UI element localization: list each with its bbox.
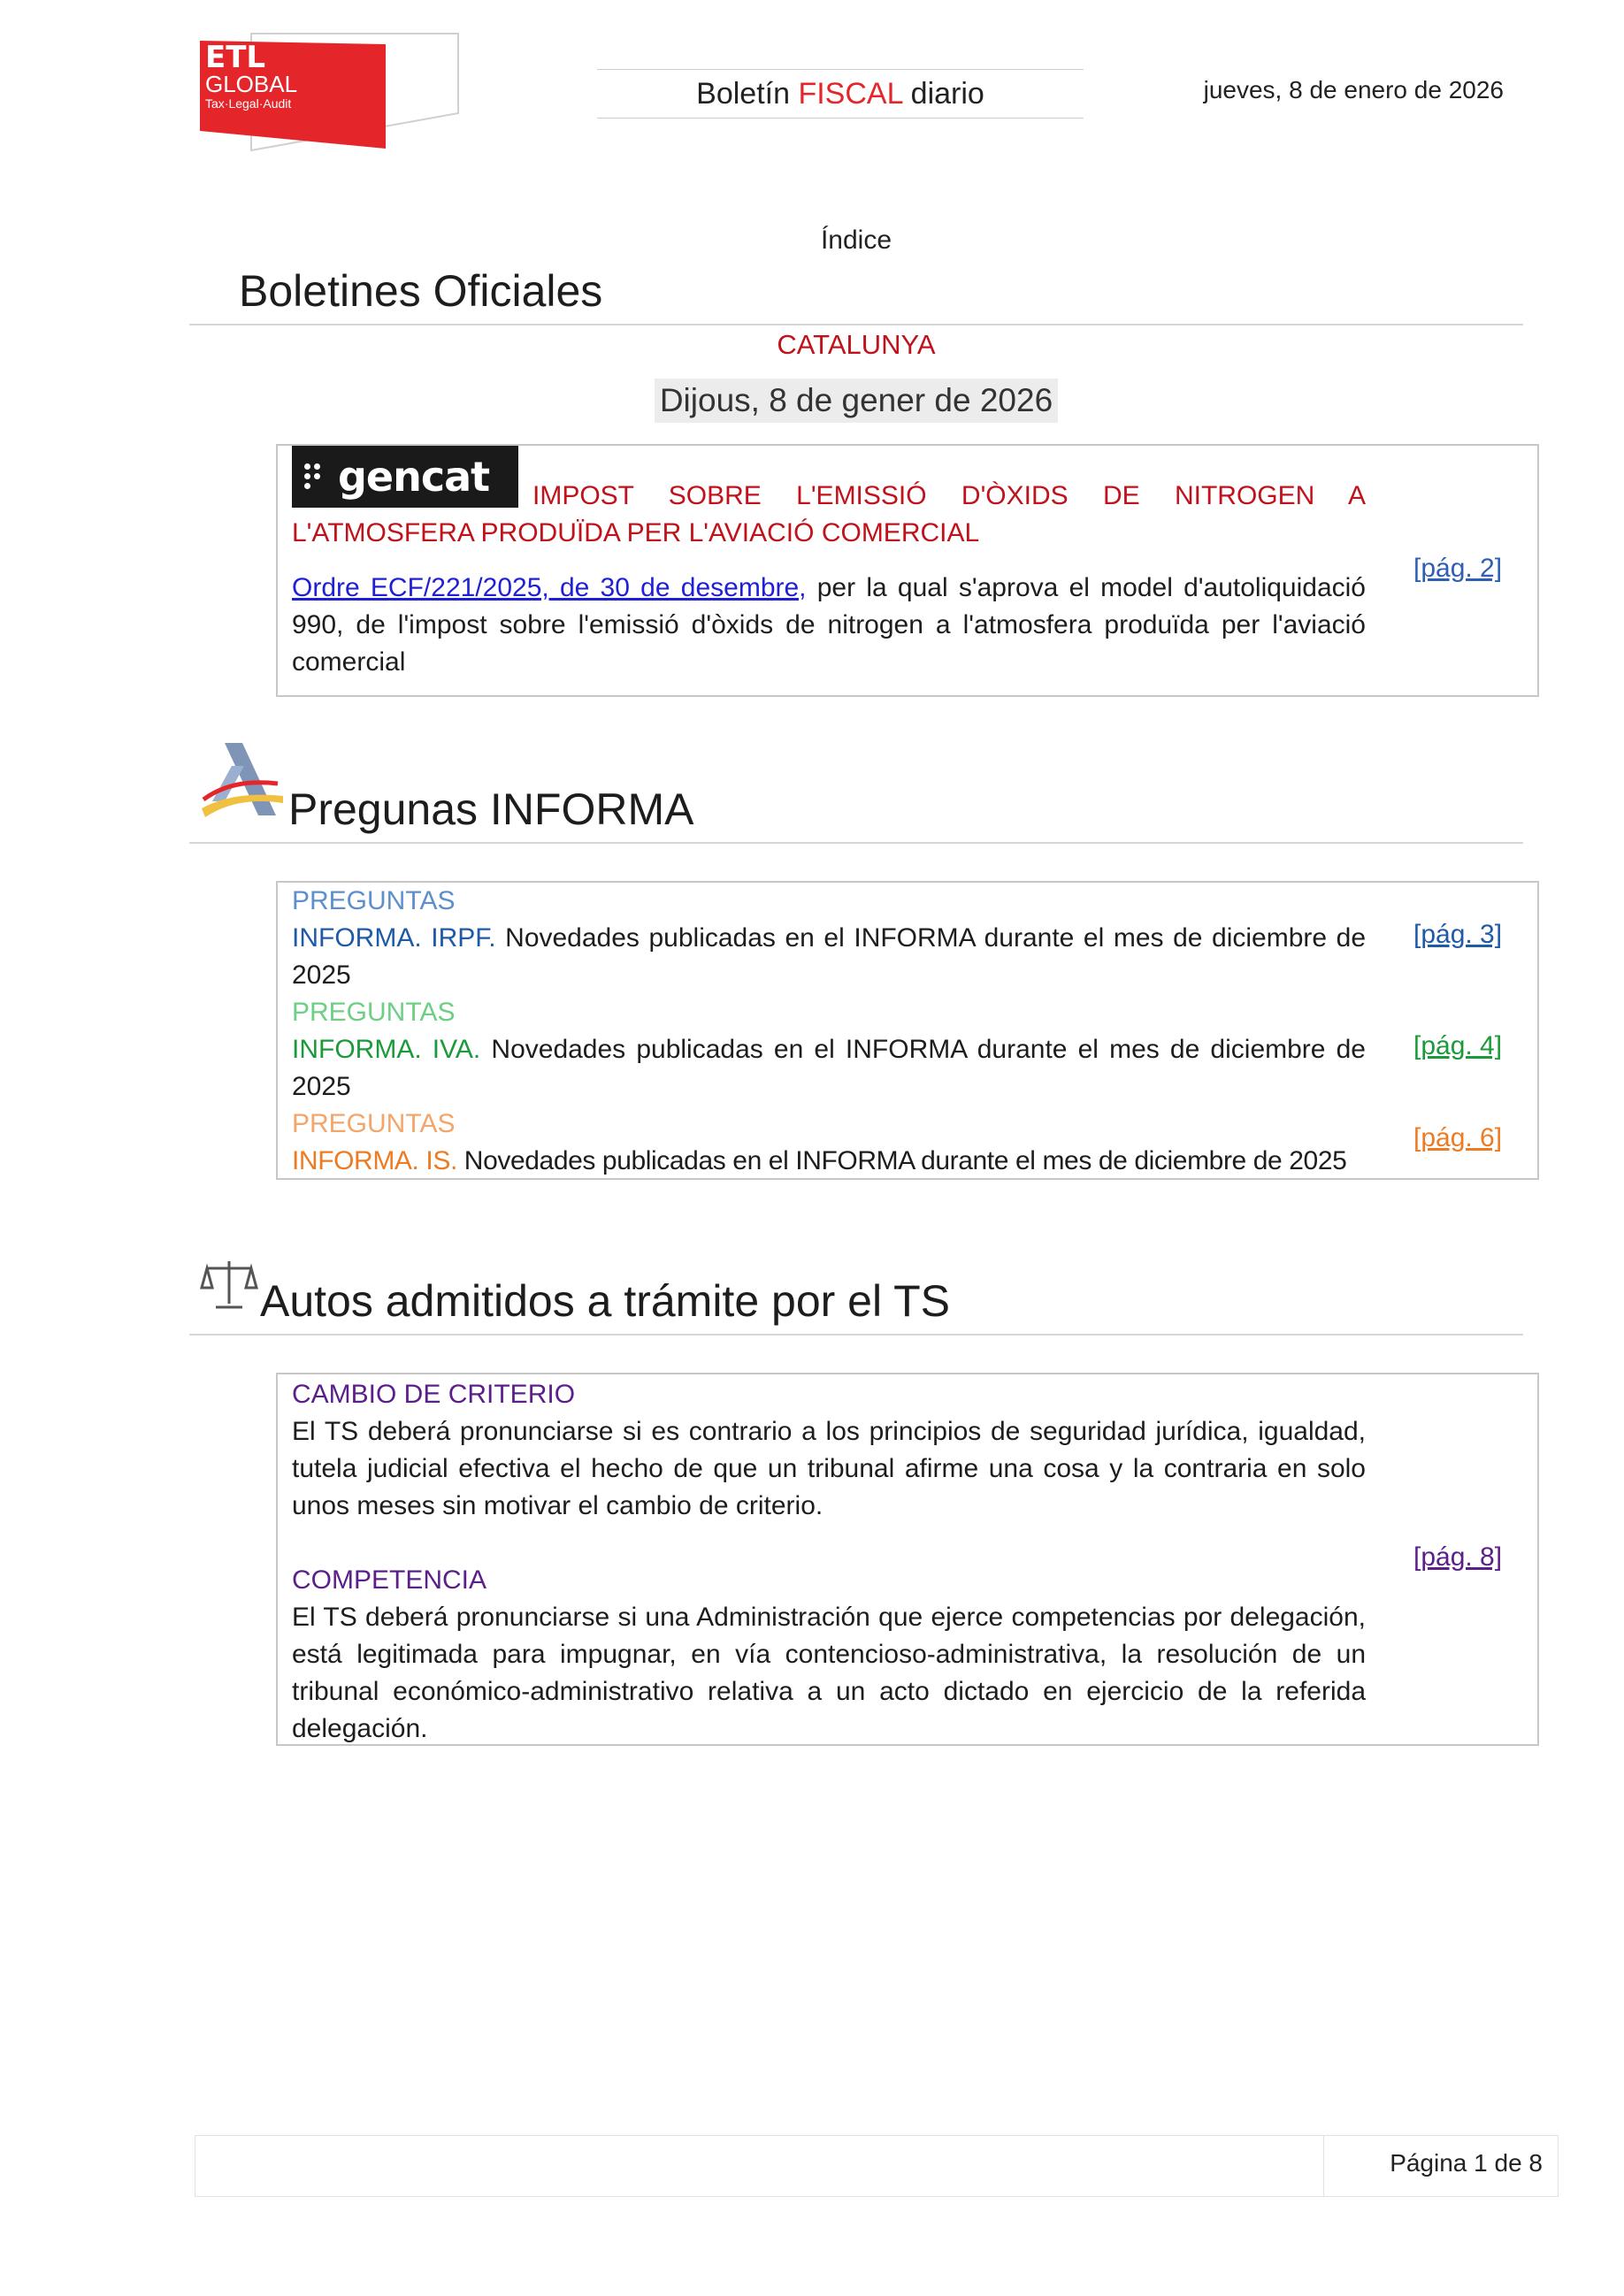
bulletin-date: jueves, 8 de enero de 2026 xyxy=(1203,76,1504,103)
informa-item-label: PREGUNTAS xyxy=(292,886,456,915)
section-divider xyxy=(189,1334,1523,1336)
region-heading: CATALUNYA xyxy=(777,329,936,360)
bulletin-title-highlight: FISCAL xyxy=(798,77,903,111)
section-title-autos: Autos admitidos a trámite por el TS xyxy=(260,1276,950,1326)
autos-item-heading: COMPETENCIA xyxy=(292,1565,487,1595)
autos-item-text: El TS deberá pronunciarse si es contrario a los principios de seguridad jurídica, igualdad, tutela judicial efectiva el hecho de que un tribunal afirme una cosa y la contraria en solo unos meses sin motivar el cambio de criterio. xyxy=(292,1417,1366,1520)
informa-item-label: PREGUNTAS xyxy=(292,1109,456,1138)
section-divider xyxy=(189,842,1523,844)
section-title-boletines: Boletines Oficiales xyxy=(239,266,603,316)
informa-item-is xyxy=(292,1143,1389,1180)
orden-link[interactable]: Ordre ECF/221/2025, de 30 de desembre, xyxy=(292,573,807,602)
autos-item-text: El TS deberá pronunciarse si una Administración que ejerce competencias por delegación, está legitimada para impugnar, en vía contencioso-administrativa, la resolución de un tribunal económico-administrativo relativa a un acto dictado en ejercicio de la referida delegación. xyxy=(292,1603,1366,1743)
informa-item-irpf xyxy=(292,920,1366,994)
etl-global-logo-graphic xyxy=(196,28,462,152)
page-link-6[interactable]: [pág. 6] xyxy=(1413,1123,1503,1152)
catalan-date: Dijous, 8 de gener de 2026 xyxy=(655,379,1058,423)
informa-text-is: Novedades publicadas en el INFORMA durante el mes de diciembre de 2025 xyxy=(456,1146,1347,1175)
logo-brand: ETL xyxy=(205,40,266,75)
informa-item-label: PREGUNTAS xyxy=(292,998,456,1027)
boletin-item-body xyxy=(292,570,1366,681)
logo-tagline: Tax·Legal·Audit xyxy=(205,96,292,111)
bulletin-title-part2: diario xyxy=(902,77,984,111)
boletin-item-heading: IMPOST SOBRE L'EMISSIÓ D'ÒXIDS DE NITROGEN A L'ATMOSFERA PRODUÏDA PER L'AVIACIÓ COMERCIAL xyxy=(292,481,1366,547)
autos-item-heading: CAMBIO DE CRITERIO xyxy=(292,1380,576,1409)
informa-tag-iva: INFORMA. IVA. xyxy=(292,1035,481,1064)
informa-tag-is: INFORMA. IS. xyxy=(292,1146,457,1175)
page-number: Página 1 de 8 xyxy=(1390,2149,1543,2177)
section-title-informa: Pregunas INFORMA xyxy=(288,784,694,834)
informa-item-iva xyxy=(292,1031,1366,1106)
aeat-logo-icon xyxy=(198,739,287,824)
section-divider xyxy=(189,324,1523,325)
bulletin-title xyxy=(597,69,1084,119)
gencat-logo-text: gencat xyxy=(338,453,490,501)
etl-global-logo xyxy=(196,28,462,152)
page-link-2[interactable]: [pág. 2] xyxy=(1413,554,1503,583)
informa-text-iva: Novedades publicadas en el INFORMA durante el mes de diciembre de 2025 xyxy=(292,1035,1366,1101)
informa-text-irpf: Novedades publicadas en el INFORMA durante el mes de diciembre de 2025 xyxy=(292,923,1366,990)
bulletin-title-part1: Boletín xyxy=(696,77,799,111)
page-link-3[interactable]: [pág. 3] xyxy=(1413,920,1503,949)
page-link-8[interactable]: [pág. 8] xyxy=(1413,1542,1503,1572)
footer-divider xyxy=(1323,2135,1324,2197)
boletin-item-text: per la qual s'aprova el model d'autoliquidació 990, de l'impost sobre l'emissió d'òxids de nitrogen a l'atmosfera produïda per l'aviació comercial xyxy=(292,573,1366,677)
index-heading: Índice xyxy=(820,226,892,255)
informa-tag-irpf: INFORMA. IRPF. xyxy=(292,923,496,953)
page-link-4[interactable]: [pág. 4] xyxy=(1413,1031,1503,1060)
logo-name: GLOBAL xyxy=(205,71,298,97)
scales-icon xyxy=(200,1256,258,1314)
catalan-date-wrapper xyxy=(0,379,1624,423)
